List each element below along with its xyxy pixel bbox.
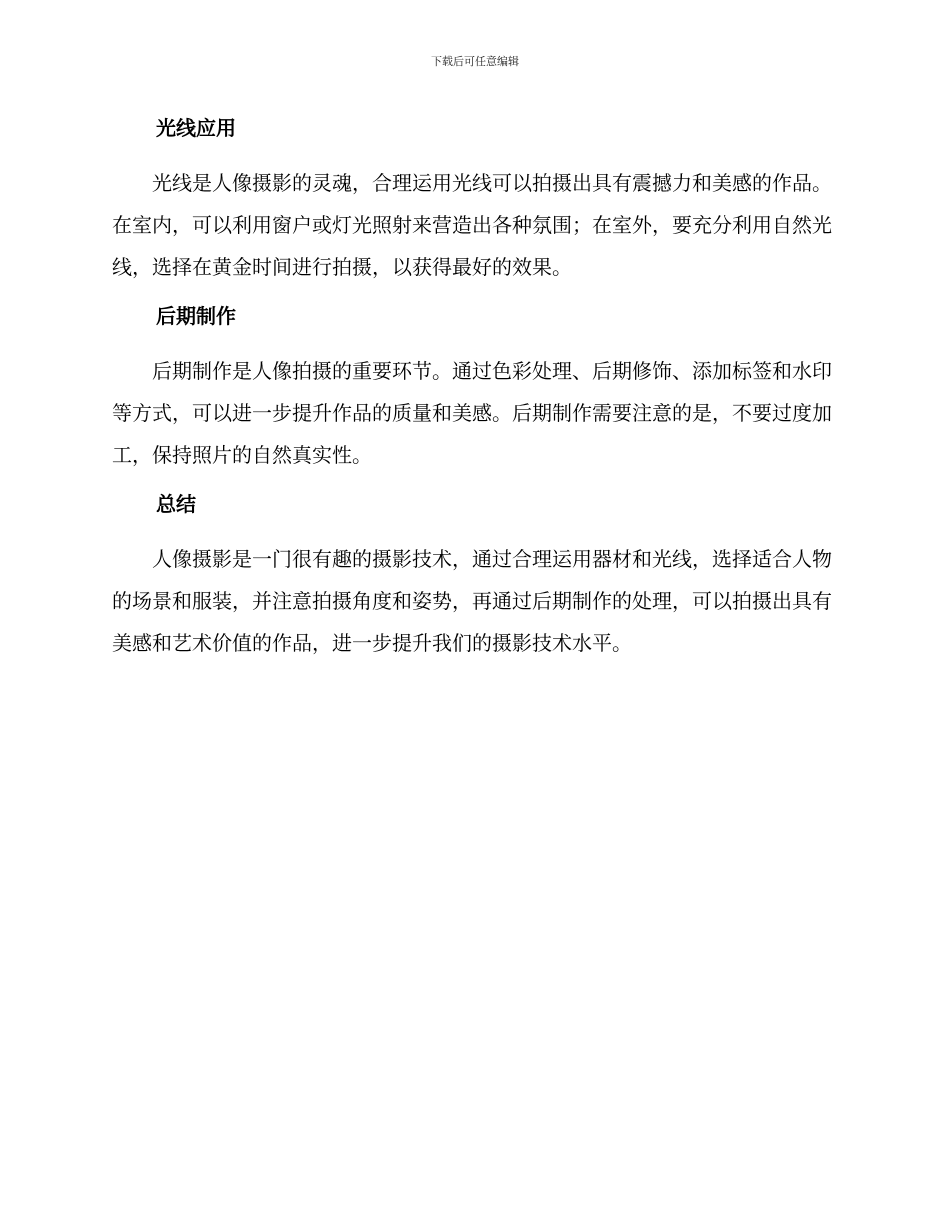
section-paragraph: 后期制作是人像拍摄的重要环节。通过色彩处理、后期修饰、添加标签和水印等方式，可以进一步提升作品的质量和美感。后期制作需要注意的是，不要过度加工，保持照片的自然真实性。: [112, 359, 832, 467]
section-heading: 后期制作: [156, 304, 236, 328]
document-body: [112, 110, 832, 674]
section-heading: 总结: [156, 492, 196, 516]
section-lighting: [112, 110, 832, 288]
section-heading: 光线应用: [156, 116, 236, 140]
section-summary: [112, 486, 832, 664]
section-post-production: [112, 298, 832, 476]
section-paragraph: 人像摄影是一门很有趣的摄影技术，通过合理运用器材和光线，选择适合人物的场景和服装，并注意拍摄角度和姿势，再通过后期制作的处理，可以拍摄出具有美感和艺术价值的作品，进一步提升我们的摄影技术水平。: [112, 547, 832, 655]
page-header: 下载后可任意编辑: [431, 55, 519, 68]
section-paragraph: 光线是人像摄影的灵魂，合理运用光线可以拍摄出具有震撼力和美感的作品。在室内，可以利用窗户或灯光照射来营造出各种氛围；在室外，要充分利用自然光线，选择在黄金时间进行拍摄，以获得最好的效果。: [112, 171, 832, 279]
